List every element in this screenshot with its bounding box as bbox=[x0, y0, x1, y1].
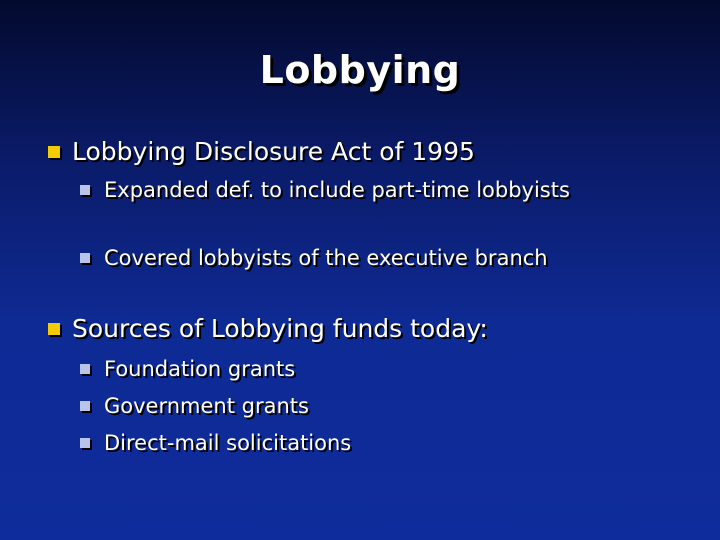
square-bullet-icon bbox=[48, 323, 60, 335]
square-bullet-icon bbox=[80, 401, 90, 411]
bullet-item bbox=[48, 136, 688, 168]
square-bullet-icon bbox=[80, 253, 90, 263]
sub-bullet-text: Foundation grants bbox=[104, 357, 296, 381]
sub-bullet-item bbox=[80, 177, 620, 203]
square-bullet-icon bbox=[80, 185, 90, 195]
square-bullet-icon bbox=[80, 364, 90, 374]
bullet-text: Sources of Lobbying funds today: bbox=[72, 314, 488, 343]
sub-bullet-item bbox=[80, 430, 620, 456]
slide-title: Lobbying bbox=[259, 48, 461, 92]
sub-bullet-text: Expanded def. to include part-time lobbyists bbox=[104, 178, 570, 202]
sub-bullet-item bbox=[80, 245, 620, 271]
sub-bullet-text: Direct-mail solicitations bbox=[104, 431, 352, 455]
square-bullet-icon bbox=[80, 438, 90, 448]
bullet-item bbox=[48, 313, 688, 345]
bullet-text: Lobbying Disclosure Act of 1995 bbox=[72, 137, 475, 166]
sub-bullet-text: Government grants bbox=[104, 394, 309, 418]
square-bullet-icon bbox=[48, 146, 60, 158]
sub-bullet-item bbox=[80, 356, 620, 382]
sub-bullet-item bbox=[80, 393, 620, 419]
sub-bullet-text: Covered lobbyists of the executive branch bbox=[104, 246, 548, 270]
